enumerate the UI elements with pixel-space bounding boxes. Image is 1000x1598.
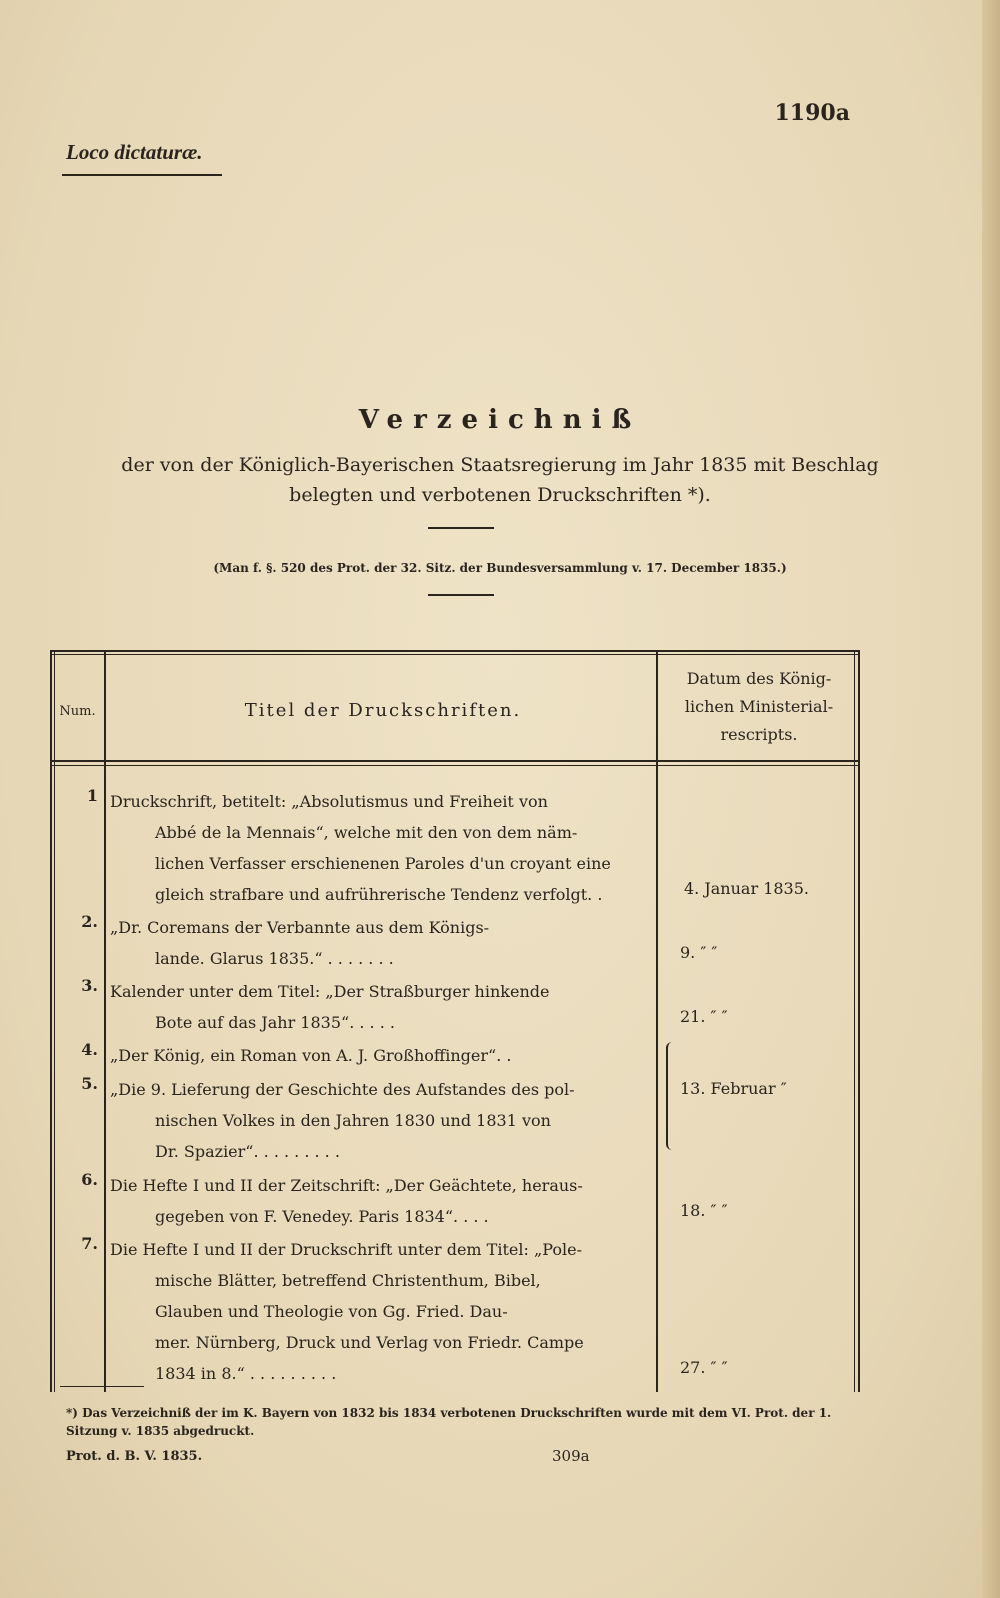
header-separator-inner	[50, 765, 860, 766]
row-title-line: nischen Volkes in den Jahren 1830 und 1831 von	[155, 1111, 551, 1130]
row-title-line: lande. Glarus 1835.“ . . . . . . .	[155, 949, 394, 968]
page-number: 1190a	[774, 100, 850, 126]
reference-rule	[428, 594, 494, 596]
header-date	[660, 665, 858, 749]
publications-table	[50, 650, 860, 1392]
row-title-line: Dr. Spazier“. . . . . . . . .	[155, 1142, 340, 1161]
row-title-line: Glauben und Theologie von Gg. Fried. Dau-	[155, 1302, 508, 1321]
signature-mark: 309a	[552, 1447, 590, 1465]
row-title-line: Die Hefte I und II der Druckschrift unter dem Titel: „Pole-	[110, 1240, 582, 1259]
heading-loco-dictaturae: Loco dictaturæ.	[66, 140, 203, 164]
row-date: 13. Februar ″	[680, 1079, 787, 1098]
row-title	[110, 786, 655, 910]
document-title: Verzeichniß	[358, 405, 642, 435]
row-title	[110, 1234, 655, 1389]
row-title-line: mer. Nürnberg, Druck und Verlag von Friedr. Campe	[155, 1333, 584, 1352]
row-date: 4. Januar 1835.	[684, 879, 809, 898]
row-title	[110, 912, 655, 974]
header-date-line: Datum des König-	[686, 669, 832, 688]
header-date-line: lichen Ministerial-	[684, 697, 834, 716]
footnote: *) Das Verzeichniß der im K. Bayern von 1832 bis 1834 verbotenen Druckschriften wurde mit dem VI. Prot. der 1. Sitzung v. 1835 abgedruckt.	[66, 1406, 832, 1438]
row-number: 3.	[81, 976, 98, 995]
title-rule	[428, 527, 494, 529]
heading-rule	[62, 174, 222, 176]
row-number: 2.	[81, 912, 98, 931]
row-date: 18. ″ ″	[680, 1201, 728, 1220]
header-title: Titel der Druckschriften.	[244, 700, 522, 721]
row-date: 9. ″ ″	[680, 943, 718, 962]
row-title-line: „Die 9. Lieferung der Geschichte des Aufstandes des pol-	[110, 1080, 575, 1099]
row-title	[110, 1170, 655, 1232]
brace-rows-4-5	[666, 1042, 674, 1150]
row-title	[110, 1040, 655, 1071]
row-title	[110, 976, 655, 1038]
row-number: 4.	[81, 1040, 98, 1059]
table-top-border	[50, 650, 860, 652]
row-number: 1	[86, 786, 98, 805]
protocol-reference: Prot. d. B. V. 1835.	[66, 1449, 203, 1464]
header-separator	[50, 760, 860, 762]
document-subtitle	[90, 450, 910, 510]
row-number: 6.	[81, 1170, 98, 1189]
row-date: 27. ″ ″	[680, 1358, 728, 1377]
reference-note: (Man f. §. 520 des Prot. der 32. Sitz. der Bundesversammlung v. 17. December 1835.)	[213, 561, 787, 575]
row-title-line: 1834 in 8.“ . . . . . . . . .	[155, 1364, 337, 1383]
row-title-line: „Der König, ein Roman von A. J. Großhoffinger“. .	[110, 1046, 512, 1065]
page-edge	[982, 0, 1000, 1598]
row-title	[110, 1074, 655, 1167]
row-title-line: gegeben von F. Venedey. Paris 1834“. . . .	[155, 1207, 489, 1226]
subtitle-line: der von der Königlich-Bayerischen Staatsregierung im Jahr 1835 mit Beschlag	[121, 454, 879, 476]
row-number: 7.	[81, 1234, 98, 1253]
row-number: 5.	[81, 1074, 98, 1093]
row-title-line: gleich strafbare und aufrührerische Tendenz verfolgt. .	[155, 885, 603, 904]
table-top-border-inner	[50, 654, 860, 655]
footnote-rule	[60, 1386, 144, 1387]
subtitle-line: belegten und verbotenen Druckschriften *).	[289, 484, 711, 506]
row-date: 21. ″ ″	[680, 1007, 728, 1026]
row-title-line: lichen Verfasser erschienenen Paroles d'un croyant eine	[155, 854, 611, 873]
row-title-line: Die Hefte I und II der Zeitschrift: „Der Geächtete, heraus-	[110, 1176, 583, 1195]
row-title-line: Druckschrift, betitelt: „Absolutismus und Freiheit von	[110, 792, 548, 811]
row-title-line: Abbé de la Mennais“, welche mit den von dem näm-	[155, 823, 578, 842]
row-title-line: „Dr. Coremans der Verbannte aus dem Königs-	[110, 918, 490, 937]
header-date-line: rescripts.	[720, 725, 798, 744]
row-title-line: Bote auf das Jahr 1835“. . . . .	[155, 1013, 395, 1032]
row-title-line: mische Blätter, betreffend Christenthum, Bibel,	[155, 1271, 541, 1290]
row-title-line: Kalender unter dem Titel: „Der Straßburger hinkende	[110, 982, 550, 1001]
header-num: Num.	[59, 704, 96, 719]
